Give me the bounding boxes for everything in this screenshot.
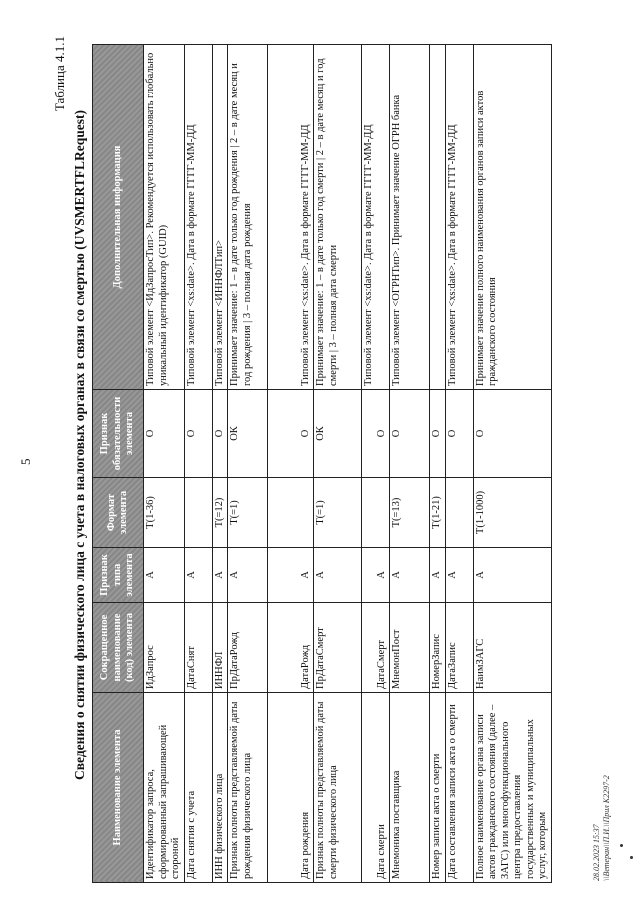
cell-type: А [268,548,314,603]
table-row [314,45,362,883]
cell-code: ИННФЛ [212,603,228,693]
cell-type: А [473,548,551,603]
cell-info: Типовой элемент <xs:date>. Дата в формате ГГГГ-ММ-ДД [362,45,390,390]
cell-name: Дата снятия с учета [184,693,212,883]
cell-type: А [445,548,473,603]
cell-format: Т(1-1000) [473,478,551,548]
cell-format: Т(1-36) [144,478,185,548]
cell-required: О [445,390,473,478]
cell-required: ОК [314,390,362,478]
table-row [184,45,212,883]
stamp-date: 28.02.2023 15:37 [592,824,601,881]
cell-required: О [362,390,390,478]
cell-code: ДатаСнят [184,603,212,693]
cell-name: Мнемоника поставщика [390,693,430,883]
cell-name: Идентификатор запроса, сформированный запрашивающей стороной [144,693,185,883]
cell-code: ПрДатаСмерт [314,603,362,693]
cell-format: Т(=13) [390,478,430,548]
cell-info: Типовой элемент <ИдЗапросТип>. Рекомендуется использовать глобально уникальный идентификатор (GUID) [144,45,185,390]
scan-speck [630,856,633,859]
stamp-path: \\Ветеран\\П.И.\\Прил К2297-2 [602,775,611,881]
cell-info: Типовой элемент <xs:date>. Дата в формате ГГГГ-ММ-ДД [445,45,473,390]
cell-code: ДатаЗапис [445,603,473,693]
cell-required: ОК [228,390,268,478]
cell-name: Признак полноты представляемой даты смерти физического лица [314,693,362,883]
header-element-name: Наименование элемента [93,693,144,883]
cell-type: А [228,548,268,603]
cell-info: Принимает значение: 1 – в дате только год рождения | 2 – в дате месяц и год рождения | 3 – полная дата рождения [228,45,268,390]
cell-name: ИНН физического лица [212,693,228,883]
cell-code: ПрДатаРожд [228,603,268,693]
cell-name: Признак полноты представляемой даты рождения физического лица [228,693,268,883]
cell-info: Типовой элемент <ОГРНТип>. Принимает значение ОГРН банка [390,45,430,390]
cell-required: О [144,390,185,478]
cell-type: А [390,548,430,603]
cell-format [445,478,473,548]
cell-name: Номер записи акта о смерти [430,693,446,883]
cell-info: Принимает значение полного наименования органов записи актов гражданского состояния [473,45,551,390]
table-header-row [93,45,144,883]
table-row [362,45,390,883]
table-row [144,45,185,883]
header-element-code: Сокращенное наименование (код) элемента [93,603,144,693]
cell-info: Типовой элемент <ИННФЛТип> [212,45,228,390]
cell-code: НаимЗАГС [473,603,551,693]
header-additional-info: Дополнительная информация [93,45,144,390]
cell-info: Типовой элемент <xs:date>. Дата в формате ГГГГ-ММ-ДД [184,45,212,390]
document-title: Сведения о снятии физического лица с учета в налоговых органах в связи со смертью (UVSMERTFLRequest) [72,109,87,781]
table-row [228,45,268,883]
cell-format: Т(1-21) [430,478,446,548]
cell-format: Т(=12) [212,478,228,548]
cell-required: О [390,390,430,478]
cell-type: А [184,548,212,603]
cell-format: Т(=1) [314,478,362,548]
header-element-required: Признак обязательности элемента [93,390,144,478]
cell-type: А [144,548,185,603]
cell-code: ИдЗапрос [144,603,185,693]
cell-format [362,478,390,548]
cell-required: О [473,390,551,478]
cell-name: Полное наименование органа записи актов гражданского состояния (далее – ЗАГС) или многофункционального центра предоставления государственных и муниципальных услуг, которым [473,693,551,883]
file-stamp [592,775,612,881]
cell-code: МнемонПост [390,603,430,693]
table-label: Таблица 4.1.1 [52,36,67,112]
table-row [390,45,430,883]
table-row [473,45,551,883]
cell-code: ДатаСмерт [362,603,390,693]
table-row [212,45,228,883]
scan-speck [620,844,623,847]
cell-type: А [362,548,390,603]
cell-format [268,478,314,548]
cell-name: Дата рождения [268,693,314,883]
cell-format: Т(=1) [228,478,268,548]
cell-code: ДатаРожд [268,603,314,693]
cell-required: О [268,390,314,478]
cell-required: О [212,390,228,478]
cell-info: Принимает значение: 1 – в дате только год смерти | 2 – в дате месяц и год смерти | 3 – полная дата смерти [314,45,362,390]
table-row [430,45,446,883]
cell-name: Дата составления записи акта о смерти [445,693,473,883]
page-number: 5 [18,458,33,465]
data-table [92,44,552,883]
cell-format [184,478,212,548]
cell-info [430,45,446,390]
cell-code: НомерЗапис [430,603,446,693]
table-row [445,45,473,883]
cell-required: О [184,390,212,478]
cell-info: Типовой элемент <xs:date>. Дата в формате ГГГГ-ММ-ДД [268,45,314,390]
cell-type: А [314,548,362,603]
header-element-type: Признак типа элемента [93,548,144,603]
cell-type: А [212,548,228,603]
cell-name: Дата смерти [362,693,390,883]
header-element-format: Формат элемента [93,478,144,548]
cell-type: А [430,548,446,603]
cell-required: О [430,390,446,478]
table-row [268,45,314,883]
